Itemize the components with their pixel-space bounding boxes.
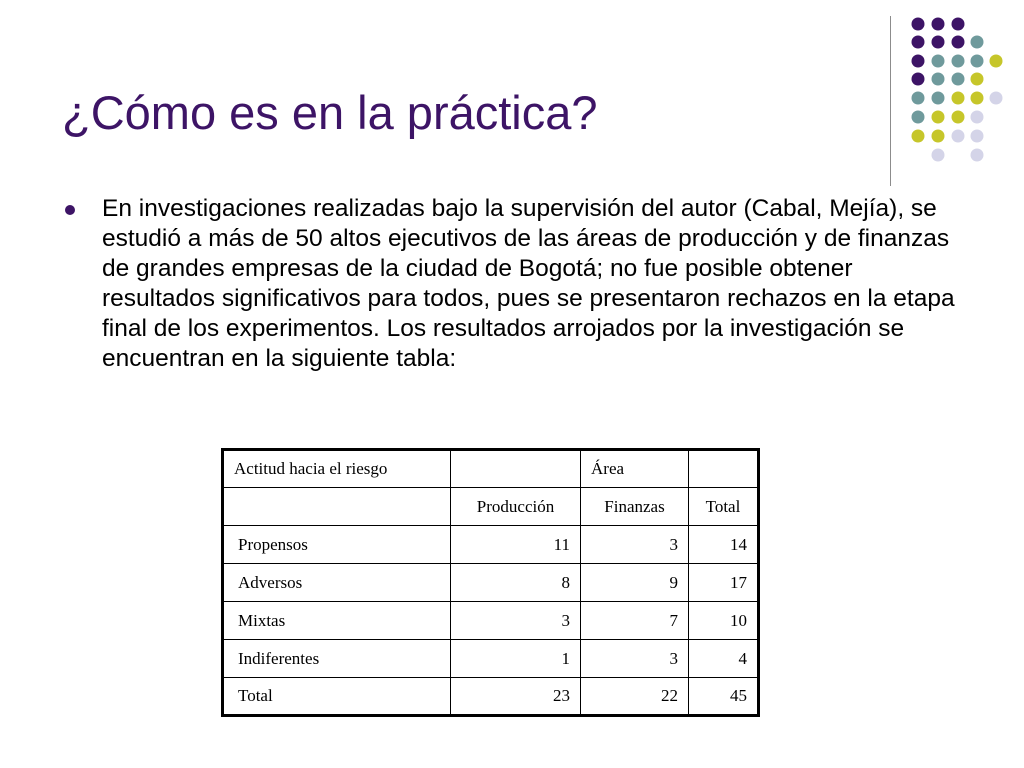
table-header-cell: Actitud hacia el riesgo — [223, 450, 451, 488]
table-row — [223, 526, 759, 564]
row-label-cell: Indiferentes — [223, 640, 451, 678]
decor-dot — [912, 92, 925, 105]
table-header-cell — [223, 488, 451, 526]
bullet-text: En investigaciones realizadas bajo la supervisión del autor (Cabal, Mejía), se estudió a más de 50 altos ejecutivos de las áreas de producción y de finanzas de grandes empresas de la ciudad de Bogotá; no fue posible obtener resultados significativos para todos, pues se presentaron rechazos en la etapa final de los experimentos. Los resultados arrojados por la investigación se encuentran en la siguiente tabla: — [102, 195, 955, 372]
decor-dot — [952, 73, 965, 86]
bullet-item — [62, 194, 972, 374]
decor-dot — [971, 55, 984, 68]
decor-dot — [932, 92, 945, 105]
bullet-dot-icon — [65, 205, 75, 215]
decor-dot — [912, 36, 925, 49]
decor-dot — [932, 36, 945, 49]
decor-dot — [971, 149, 984, 162]
total-cell: 17 — [689, 564, 759, 602]
produccion-cell: 3 — [451, 602, 581, 640]
decor-dot — [912, 18, 925, 31]
decor-dot — [912, 111, 925, 124]
decor-dot — [912, 130, 925, 143]
produccion-cell: 1 — [451, 640, 581, 678]
decor-dot — [912, 55, 925, 68]
decor-dot — [971, 111, 984, 124]
total-cell: 4 — [689, 640, 759, 678]
row-label-cell: Propensos — [223, 526, 451, 564]
table-header-cell: Producción — [451, 488, 581, 526]
finanzas-cell: 22 — [581, 678, 689, 716]
decor-dot — [912, 73, 925, 86]
decor-dot — [971, 92, 984, 105]
table-row — [223, 602, 759, 640]
row-label-cell: Adversos — [223, 564, 451, 602]
decor-dot — [952, 111, 965, 124]
table-header-cell: Área — [581, 450, 689, 488]
table-header-cell: Finanzas — [581, 488, 689, 526]
decor-dot — [952, 55, 965, 68]
decor-dot — [971, 36, 984, 49]
row-label-cell: Mixtas — [223, 602, 451, 640]
total-cell: 45 — [689, 678, 759, 716]
decor-dot — [952, 130, 965, 143]
decor-dot — [952, 36, 965, 49]
decor-dot — [990, 92, 1003, 105]
decor-dot — [932, 73, 945, 86]
table-header-cell: Total — [689, 488, 759, 526]
decor-dot — [932, 149, 945, 162]
bullet-list — [62, 194, 972, 374]
decor-dot — [932, 55, 945, 68]
total-cell: 10 — [689, 602, 759, 640]
table-header-row — [223, 450, 759, 488]
results-table — [221, 448, 760, 717]
finanzas-cell: 3 — [581, 640, 689, 678]
table-row — [223, 640, 759, 678]
table-header-cell — [451, 450, 581, 488]
table-total-row — [223, 678, 759, 716]
produccion-cell: 11 — [451, 526, 581, 564]
row-label-cell: Total — [223, 678, 451, 716]
slide-title: ¿Cómo es en la práctica? — [62, 86, 598, 139]
decor-dot — [971, 130, 984, 143]
table-header-row — [223, 488, 759, 526]
decor-dot — [952, 18, 965, 31]
table-header-cell — [689, 450, 759, 488]
decor-dot — [990, 55, 1003, 68]
decor-dot — [932, 111, 945, 124]
produccion-cell: 8 — [451, 564, 581, 602]
produccion-cell: 23 — [451, 678, 581, 716]
finanzas-cell: 7 — [581, 602, 689, 640]
decor-dot — [932, 18, 945, 31]
decor-dot — [971, 73, 984, 86]
decor-dot — [952, 92, 965, 105]
table-row — [223, 564, 759, 602]
total-cell: 14 — [689, 526, 759, 564]
finanzas-cell: 9 — [581, 564, 689, 602]
decor-dot — [932, 130, 945, 143]
finanzas-cell: 3 — [581, 526, 689, 564]
vertical-divider — [890, 16, 891, 186]
